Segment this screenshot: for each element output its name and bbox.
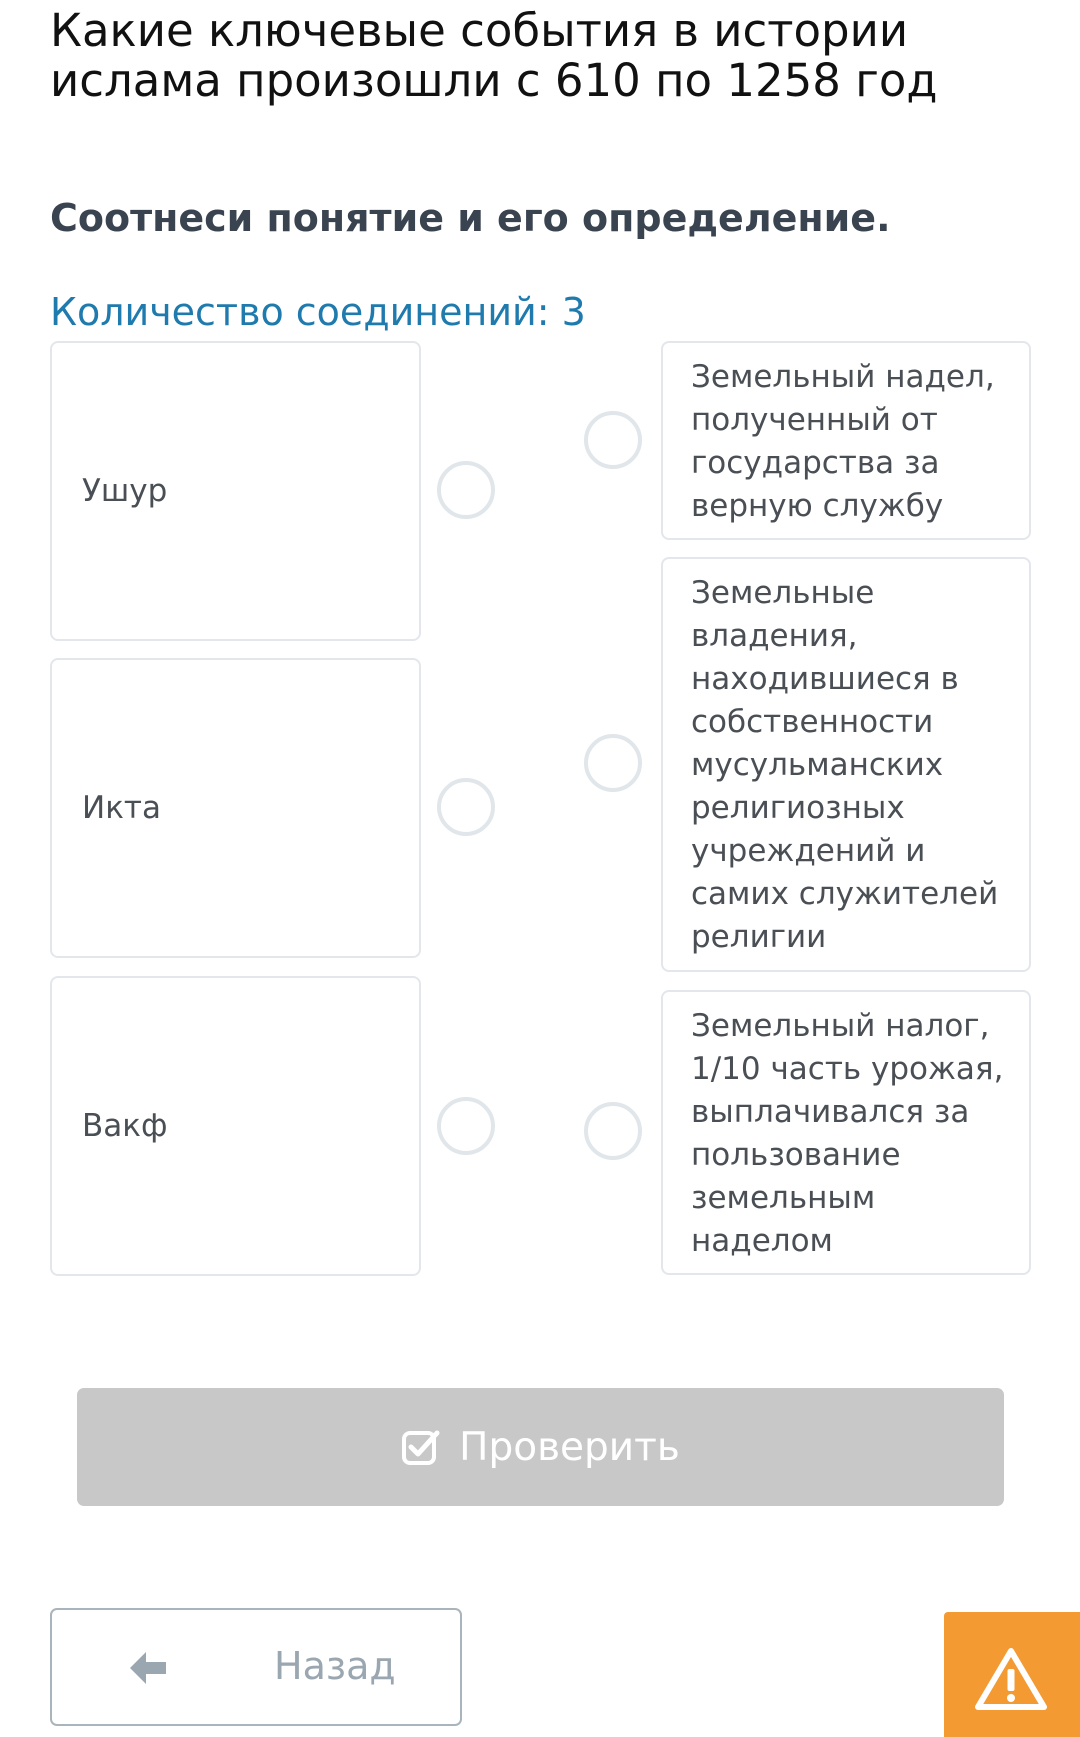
- check-button[interactable]: [77, 1388, 1004, 1506]
- warning-triangle-icon: [974, 1646, 1048, 1712]
- definition-card-1[interactable]: [661, 341, 1031, 540]
- term-card-3[interactable]: [50, 976, 421, 1276]
- back-button[interactable]: [50, 1608, 462, 1726]
- report-problem-button[interactable]: [944, 1612, 1080, 1737]
- definition-text: Земельный налог, 1/10 часть урожая, выплачивался за пользование земельным наделом: [691, 1007, 1004, 1259]
- check-button-label: Проверить: [459, 1424, 680, 1470]
- arrow-left-icon: [126, 1648, 170, 1688]
- term-label: Ушур: [82, 472, 168, 509]
- definition-connector-2[interactable]: [584, 734, 642, 792]
- definition-text: Земельный надел, полученный от государства за верную службу: [691, 358, 995, 524]
- page-title: Какие ключевые события в истории ислама произошли с 610 по 1258 год: [50, 4, 938, 107]
- back-button-label: Назад: [274, 1644, 396, 1688]
- definition-text: Земельные владения, находившиеся в собственности мусульманских религиозных учреждений и самих служителей религии: [691, 575, 999, 955]
- definition-card-3[interactable]: [661, 990, 1031, 1275]
- term-connector-3[interactable]: [437, 1097, 495, 1155]
- term-connector-1[interactable]: [437, 461, 495, 519]
- definition-connector-1[interactable]: [584, 411, 642, 469]
- term-card-2[interactable]: [50, 658, 421, 958]
- definition-card-2[interactable]: [661, 557, 1031, 972]
- term-label: Вакф: [82, 1107, 168, 1144]
- task-instruction: Соотнеси понятие и его определение.: [50, 196, 891, 240]
- term-card-1[interactable]: [50, 341, 421, 641]
- check-square-icon: [401, 1427, 441, 1467]
- term-label: Икта: [82, 789, 161, 826]
- connections-count: Количество соединений: 3: [50, 290, 586, 334]
- definition-connector-3[interactable]: [584, 1102, 642, 1160]
- term-connector-2[interactable]: [437, 778, 495, 836]
